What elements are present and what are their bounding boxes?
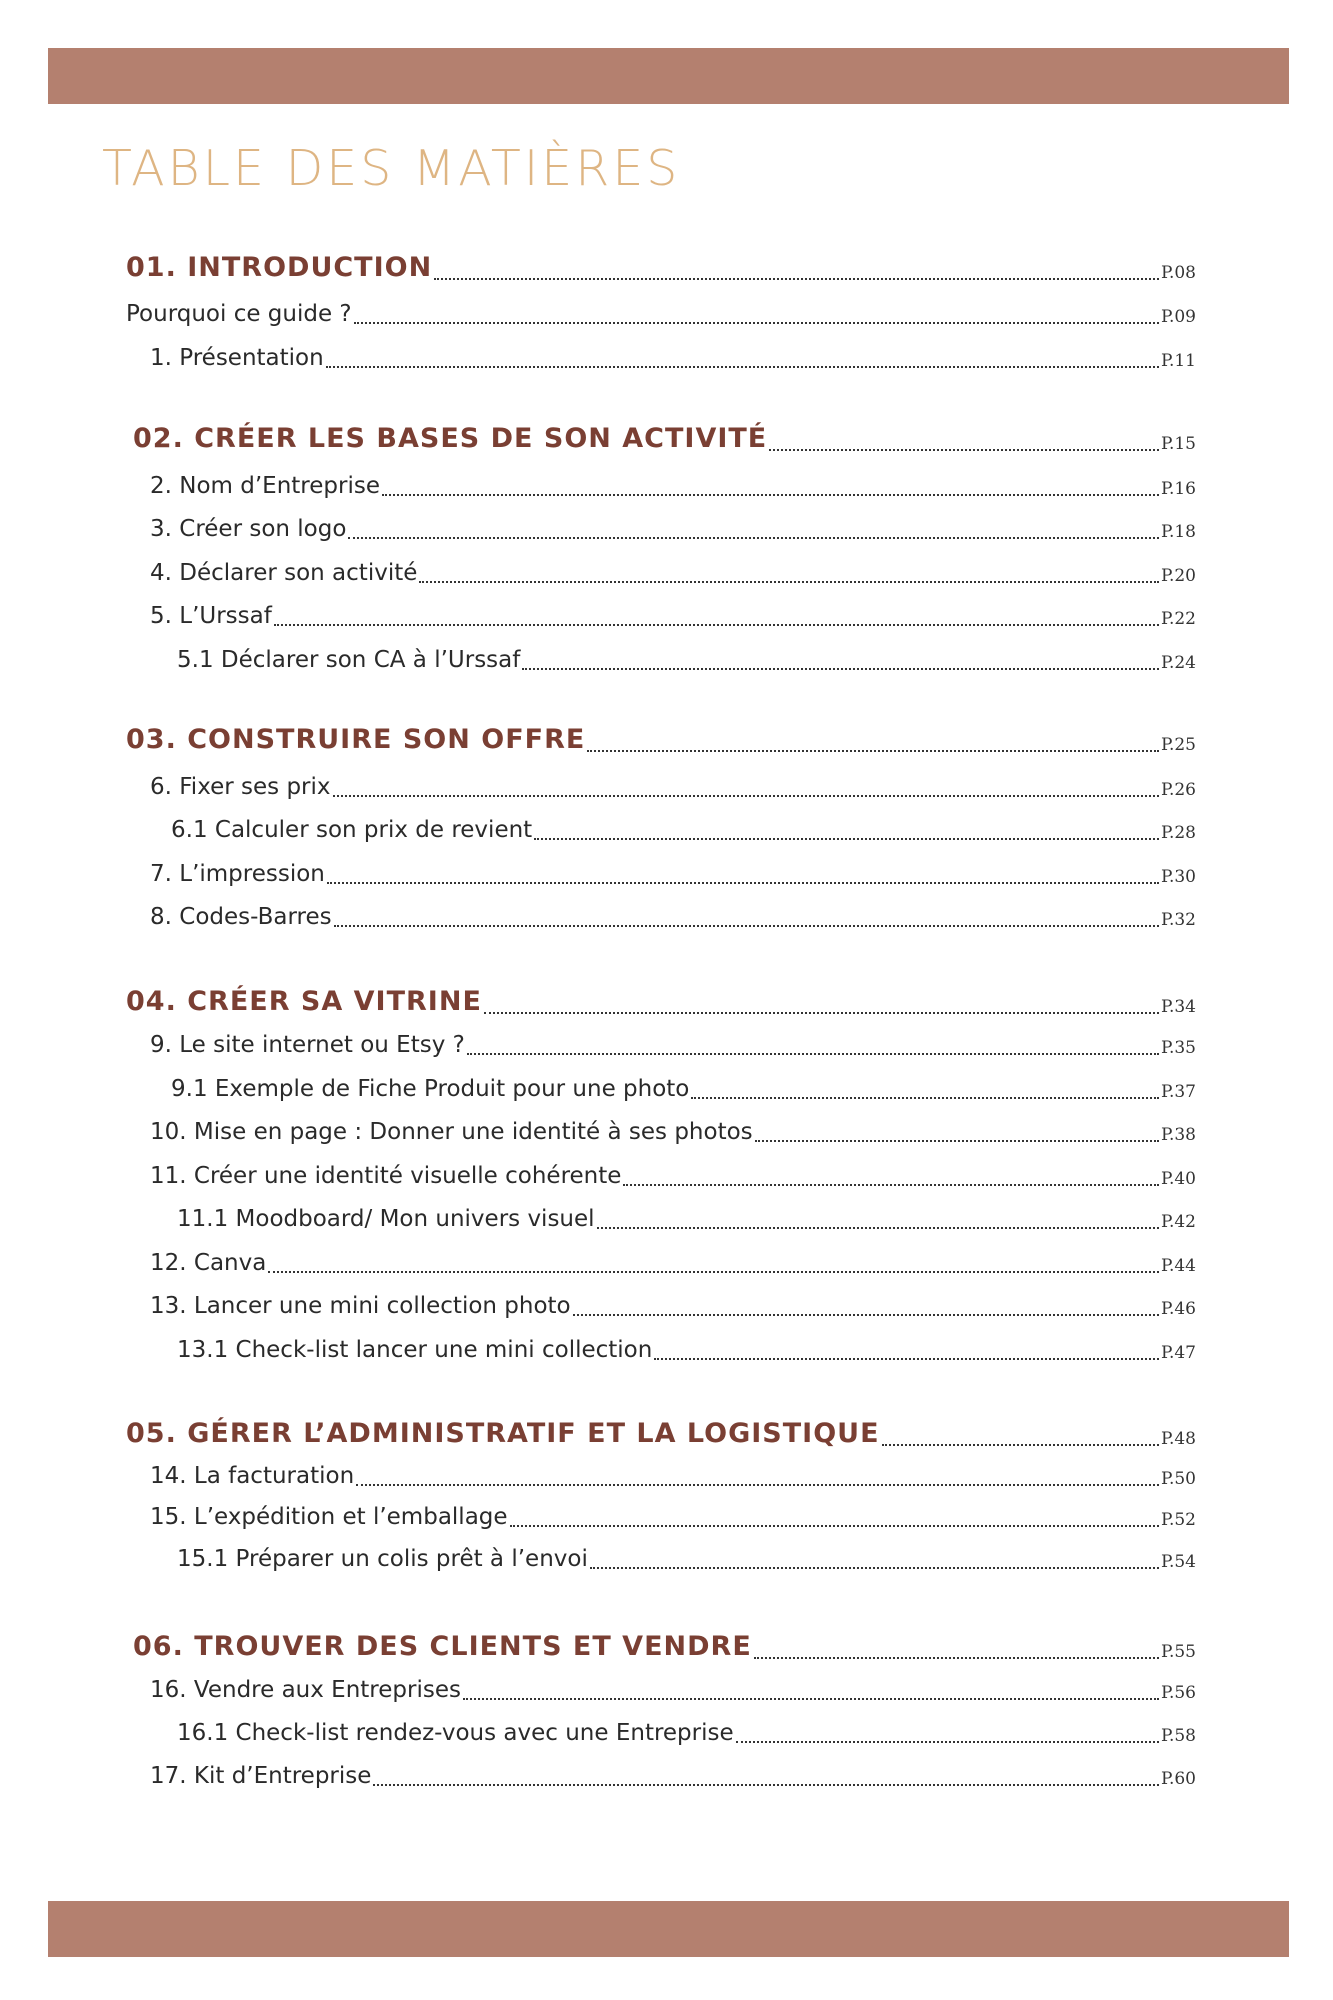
- toc-section-offre[interactable]: [126, 722, 1196, 756]
- toc-entry-label: 11.1 Moodboard/ Mon univers visuel: [177, 1206, 595, 1232]
- toc-entry-label: 7. L’impression: [150, 861, 325, 887]
- toc-entry[interactable]: [171, 1069, 1196, 1103]
- toc-page-number: P.11: [1160, 351, 1196, 371]
- dot-leader: [326, 366, 1159, 368]
- toc-entry-label: 9.1 Exemple de Fiche Produit pour une photo: [171, 1076, 690, 1102]
- toc-entry-label: 4. Déclarer son activité: [150, 560, 418, 586]
- toc-entry-label: 14. La facturation: [150, 1463, 355, 1489]
- toc-entry-label: 16.1 Check-list rendez-vous avec une Entreprise: [177, 1720, 734, 1746]
- toc-entry-label: 12. Canva: [150, 1250, 267, 1276]
- dot-leader: [590, 1567, 1159, 1569]
- toc-entry-label: 03. CONSTRUIRE SON OFFRE: [126, 724, 586, 755]
- dot-leader: [348, 537, 1159, 539]
- toc-entry-label: 5.1 Déclarer son CA à l’Urssaf: [177, 647, 521, 673]
- dot-leader: [274, 624, 1159, 626]
- dot-leader: [769, 449, 1159, 451]
- dot-leader: [534, 838, 1159, 840]
- toc-entry[interactable]: [150, 1112, 1196, 1146]
- toc-entry[interactable]: [177, 1539, 1196, 1573]
- toc-page-number: P.55: [1160, 1642, 1196, 1662]
- toc-entry[interactable]: [177, 1199, 1196, 1233]
- toc-section-administratif[interactable]: [126, 1416, 1196, 1450]
- toc-entry-label: Pourquoi ce guide ?: [126, 301, 352, 327]
- dot-leader: [573, 1314, 1159, 1316]
- toc-entry-label: 15. L’expédition et l’emballage: [150, 1504, 508, 1530]
- dot-leader: [597, 1227, 1159, 1229]
- toc-page-number: P.24: [1160, 653, 1196, 673]
- toc-page-number: P.09: [1160, 307, 1196, 327]
- toc-entry[interactable]: [150, 466, 1196, 500]
- page-title: TABLE DES MATIÈRES: [102, 140, 681, 197]
- toc-entry-label: 6. Fixer ses prix: [150, 774, 331, 800]
- toc-page-number: P.38: [1160, 1125, 1196, 1145]
- toc-entry[interactable]: [150, 1497, 1196, 1531]
- dot-leader: [356, 1484, 1159, 1486]
- toc-entry[interactable]: [150, 553, 1196, 587]
- toc-page-number: P.40: [1160, 1169, 1196, 1189]
- toc-entry-label: 5. L’Urssaf: [150, 603, 272, 629]
- toc-entry-label: 02. CRÉER LES BASES DE SON ACTIVITÉ: [133, 423, 768, 454]
- toc-entry[interactable]: [177, 1713, 1196, 1747]
- toc-section-vitrine[interactable]: [126, 984, 1196, 1018]
- toc-entry-label: 8. Codes-Barres: [150, 904, 332, 930]
- toc-entry[interactable]: [150, 1286, 1196, 1320]
- dot-leader: [467, 1053, 1159, 1055]
- toc-page-number: P.58: [1160, 1726, 1196, 1746]
- toc-entry-label: 13.1 Check-list lancer une mini collection: [177, 1337, 653, 1363]
- dot-leader: [334, 925, 1159, 927]
- toc-section-bases[interactable]: [133, 421, 1196, 455]
- dot-leader: [736, 1741, 1159, 1743]
- toc-page-number: P.50: [1160, 1469, 1196, 1489]
- toc-page-number: P.22: [1160, 609, 1196, 629]
- toc-page-number: P.34: [1160, 997, 1196, 1017]
- toc-page-number: P.48: [1160, 1429, 1196, 1449]
- toc-entry[interactable]: [150, 854, 1196, 888]
- toc-page-number: P.16: [1160, 479, 1196, 499]
- toc-entry-label: 10. Mise en page : Donner une identité à ses photos: [150, 1119, 753, 1145]
- dot-leader: [510, 1525, 1159, 1527]
- toc-entry[interactable]: [150, 1156, 1196, 1190]
- toc-entry[interactable]: [171, 810, 1196, 844]
- toc-page-number: P.35: [1160, 1038, 1196, 1058]
- bottom-accent-bar: [48, 1901, 1289, 1957]
- toc-entry[interactable]: [150, 1025, 1196, 1059]
- toc-page-number: P.56: [1160, 1683, 1196, 1703]
- toc-page-number: P.28: [1160, 823, 1196, 843]
- dot-leader: [754, 1657, 1159, 1659]
- toc-entry[interactable]: [150, 767, 1196, 801]
- toc-entry-label: 2. Nom d’Entreprise: [150, 473, 380, 499]
- dot-leader: [755, 1140, 1159, 1142]
- dot-leader: [354, 322, 1159, 324]
- toc-page-number: P.25: [1160, 735, 1196, 755]
- toc-page-number: P.42: [1160, 1212, 1196, 1232]
- toc-page-number: P.60: [1160, 1769, 1196, 1789]
- toc-entry[interactable]: [177, 640, 1196, 674]
- toc-entry-label: 11. Créer une identité visuelle cohérente: [150, 1163, 622, 1189]
- dot-leader: [522, 668, 1159, 670]
- dot-leader: [327, 882, 1159, 884]
- toc-entry-label: 3. Créer son logo: [150, 516, 347, 542]
- toc-entry-label: 06. TROUVER DES CLIENTS ET VENDRE: [133, 1631, 752, 1662]
- dot-leader: [373, 1784, 1159, 1786]
- dot-leader: [654, 1358, 1159, 1360]
- toc-page-number: P.30: [1160, 867, 1196, 887]
- toc-entry-label: 17. Kit d’Entreprise: [150, 1763, 372, 1789]
- toc-entry[interactable]: [150, 1456, 1196, 1490]
- dot-leader: [484, 1012, 1159, 1014]
- toc-page-number: P.44: [1160, 1256, 1196, 1276]
- toc-entry[interactable]: [150, 509, 1196, 543]
- toc-entry-label: 13. Lancer une mini collection photo: [150, 1293, 571, 1319]
- toc-entry-label: 9. Le site internet ou Etsy ?: [150, 1032, 465, 1058]
- top-accent-bar: [48, 48, 1289, 104]
- toc-page-number: P.32: [1160, 910, 1196, 930]
- dot-leader: [382, 494, 1159, 496]
- dot-leader: [463, 1698, 1159, 1700]
- toc-entry-label: 16. Vendre aux Entreprises: [150, 1677, 461, 1703]
- toc-section-introduction[interactable]: [126, 250, 1196, 284]
- toc-entry[interactable]: [150, 1670, 1196, 1704]
- toc-entry[interactable]: [150, 1756, 1196, 1790]
- toc-entry[interactable]: [150, 338, 1196, 372]
- toc-page-number: P.08: [1160, 263, 1196, 283]
- toc-entry[interactable]: [150, 596, 1196, 630]
- toc-page-number: P.37: [1160, 1082, 1196, 1102]
- toc-entry-label: 01. INTRODUCTION: [126, 252, 433, 283]
- dot-leader: [691, 1097, 1159, 1099]
- toc-page-number: P.52: [1160, 1510, 1196, 1530]
- toc-entry-label: 15.1 Préparer un colis prêt à l’envoi: [177, 1546, 588, 1572]
- toc-entry-label: 05. GÉRER L’ADMINISTRATIF ET LA LOGISTIQUE: [126, 1418, 880, 1449]
- toc-page-number: P.20: [1160, 566, 1196, 586]
- toc-page-number: P.46: [1160, 1299, 1196, 1319]
- toc-entry[interactable]: [150, 897, 1196, 931]
- toc-entry[interactable]: [150, 1243, 1196, 1277]
- toc-page-number: P.54: [1160, 1552, 1196, 1572]
- toc-page-number: P.18: [1160, 522, 1196, 542]
- dot-leader: [419, 581, 1159, 583]
- dot-leader: [587, 750, 1159, 752]
- toc-entry[interactable]: [126, 294, 1196, 328]
- toc-entry-label: 04. CRÉER SA VITRINE: [126, 986, 482, 1017]
- toc-entry[interactable]: [177, 1330, 1196, 1364]
- dot-leader: [882, 1444, 1159, 1446]
- dot-leader: [623, 1184, 1159, 1186]
- dot-leader: [268, 1271, 1159, 1273]
- toc-entry-label: 6.1 Calculer son prix de revient: [171, 817, 533, 843]
- toc-entry-label: 1. Présentation: [150, 345, 324, 371]
- toc-page-number: P.47: [1160, 1343, 1196, 1363]
- toc-page-number: P.26: [1160, 780, 1196, 800]
- dot-leader: [434, 278, 1159, 280]
- dot-leader: [333, 795, 1159, 797]
- toc-section-clients[interactable]: [133, 1629, 1196, 1663]
- toc-page-number: P.15: [1160, 434, 1196, 454]
